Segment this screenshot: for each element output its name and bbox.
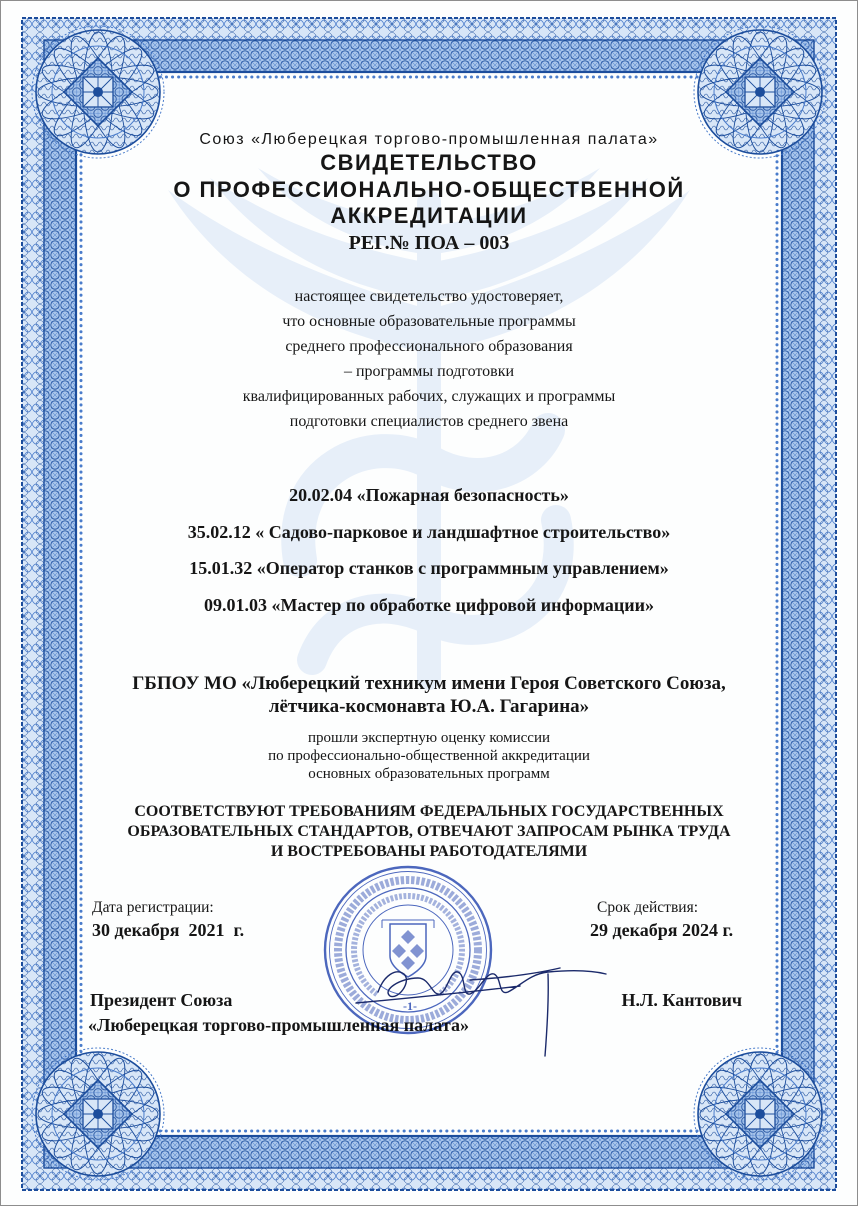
registration-date: 30 декабря 2021 г. xyxy=(92,920,245,940)
intro-line: подготовки специалистов среднего звена xyxy=(289,412,569,430)
signatory-position: Президент Союза xyxy=(90,990,233,1010)
intro-line: – программы подготовки xyxy=(343,362,515,380)
program-item: 15.01.32 «Оператор станков с программным управлением» xyxy=(189,558,669,579)
conclusion-line: И ВОСТРЕБОВАНЫ РАБОТОДАТЕЛЯМИ xyxy=(270,843,588,860)
intro-line: настоящее свидетельство удостоверяет, xyxy=(294,287,564,305)
review-line: прошли экспертную оценку комиссии xyxy=(307,730,551,746)
intro-line: квалифицированных рабочих, служащих и программы xyxy=(242,387,616,405)
issuer-organization: Союз «Люберецкая торгово-промышленная палата» xyxy=(199,131,659,148)
institution-line: лётчика-космонавта Ю.А. Гагарина» xyxy=(268,695,590,717)
registration-date-label: Дата регистрации: xyxy=(92,899,214,916)
registration-number: РЕГ.№ ПОА – 003 xyxy=(348,232,510,254)
conclusion-line: СООТВЕТСТВУЮТ ТРЕБОВАНИЯМ ФЕДЕРАЛЬНЫХ ГОСУДАРСТВЕННЫХ xyxy=(134,803,724,820)
title-line: СВИДЕТЕЛЬСТВО xyxy=(320,150,538,175)
signature xyxy=(356,968,606,1056)
program-item: 20.02.04 «Пожарная безопасность» xyxy=(289,485,569,505)
signatory-name: Н.Л. Кантович xyxy=(621,990,742,1010)
stamp-inner-ring xyxy=(363,905,453,995)
intro-line: среднего профессионального образования xyxy=(285,337,573,355)
program-item: 09.01.03 «Мастер по обработке цифровой информации» xyxy=(204,595,654,616)
program-item: 35.02.12 « Садово-парковое и ландшафтное строительство» xyxy=(187,521,671,542)
stamp-number: -1- xyxy=(403,999,417,1013)
signatory-organization: «Люберецкая торгово-промышленная палата» xyxy=(88,1015,469,1035)
conclusion-line: ОБРАЗОВАТЕЛЬНЫХ СТАНДАРТОВ, ОТВЕЧАЮТ ЗАПРОСАМ РЫНКА ТРУДА xyxy=(127,823,731,840)
title-line: О ПРОФЕССИОНАЛЬНО-ОБЩЕСТВЕННОЙ xyxy=(173,176,685,202)
validity-label: Срок действия: xyxy=(597,899,699,916)
intro-line: что основные образовательные программы xyxy=(282,312,576,330)
institution-line: ГБПОУ МО «Люберецкий техникум имени Героя Советского Союза, xyxy=(132,672,726,694)
official-stamp xyxy=(325,867,491,1033)
review-line: основных образовательных программ xyxy=(308,766,550,782)
title-line: АККРЕДИТАЦИИ xyxy=(330,203,528,228)
validity-date: 29 декабря 2024 г. xyxy=(590,920,734,940)
stamp-emblem xyxy=(382,920,434,977)
review-line: по профессионально-общественной аккредитации xyxy=(268,748,590,764)
